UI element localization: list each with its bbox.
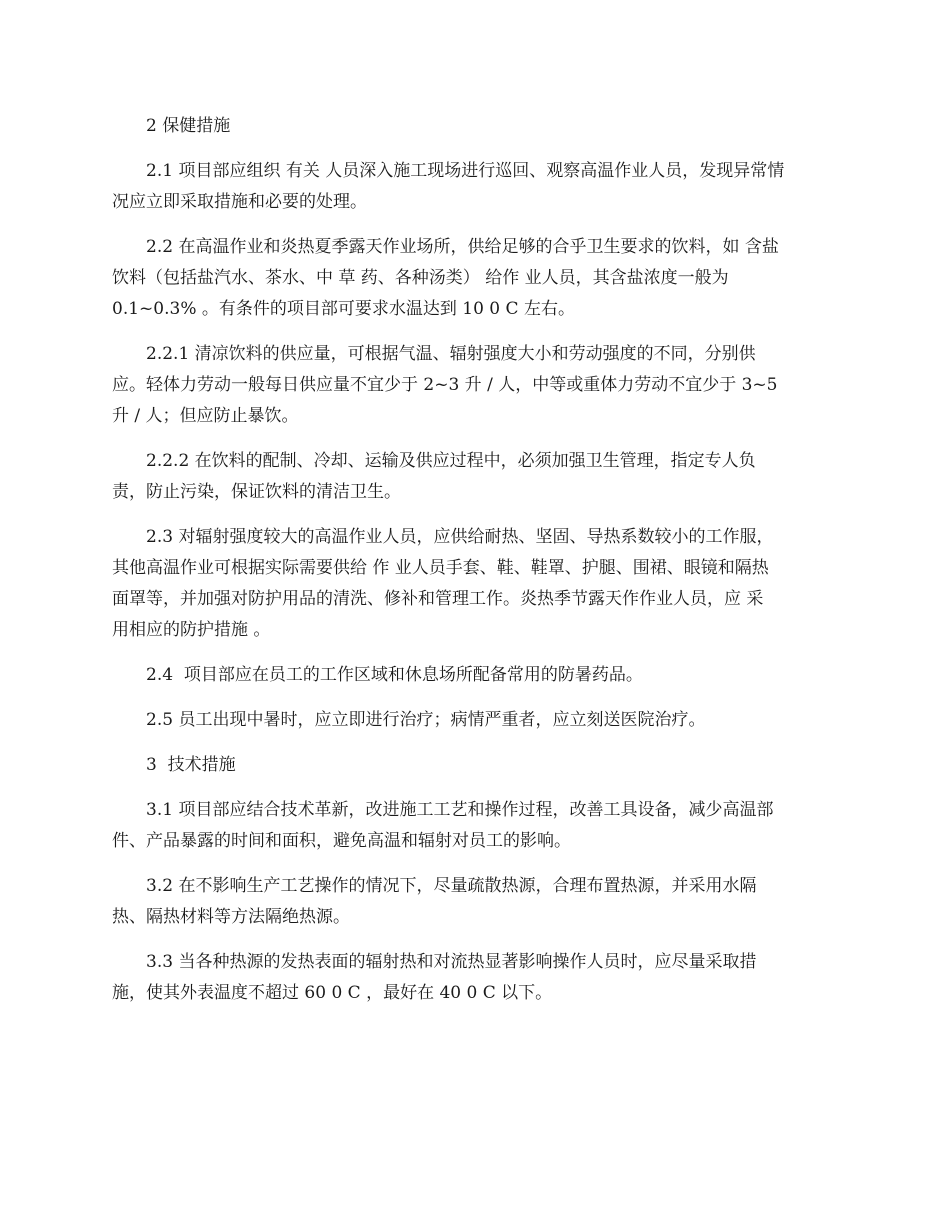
- text-line: 2 保健措施: [146, 116, 231, 136]
- document-body: [112, 111, 840, 1023]
- text-line: 升 / 人；但应防止暴饮。: [112, 406, 299, 426]
- text-line: 施，使其外表温度不超过 60 0 C ，最好在 40 0 C 以下。: [112, 983, 553, 1003]
- text-line: 件、产品暴露的时间和面积，避免高温和辐射对员工的影响。: [112, 831, 571, 851]
- paragraph: [112, 446, 840, 508]
- text-line: 2.4 项目部应在员工的工作区域和休息场所配备常用的防暑药品。: [146, 665, 643, 685]
- text-line: 2.2.2 在饮料的配制、冷却、运输及供应过程中，必须加强卫生管理，指定专人负: [146, 451, 756, 471]
- paragraph: [112, 705, 840, 736]
- paragraph: [112, 232, 840, 325]
- text-line: 其他高温作业可根据实际需要供给 作 业人员手套、鞋、鞋罩、护腿、围裙、眼镜和隔热: [112, 558, 769, 578]
- text-line: 2.3 对辐射强度较大的高温作业人员，应供给耐热、坚固、导热系数较小的工作服，: [146, 527, 774, 547]
- section-heading: [112, 750, 840, 781]
- text-line: 2.5 员工出现中暑时，应立即进行治疗；病情严重者，应立刻送医院治疗。: [146, 710, 706, 730]
- text-line: 2.2 在高温作业和炎热夏季露天作业场所，供给足够的合乎卫生要求的饮料，如 含盐: [146, 237, 779, 257]
- text-line: 2.2.1 清凉饮料的供应量，可根据气温、辐射强度大小和劳动强度的不同，分别供: [146, 344, 756, 364]
- text-line: 况应立即采取措施和必要的处理。: [112, 192, 367, 212]
- text-line: 用相应的防护措施 。: [112, 620, 271, 640]
- paragraph: [112, 660, 840, 691]
- text-line: 应。轻体力劳动一般每日供应量不宜少于 2~3 升 / 人，中等或重体力劳动不宜少于 3~5: [112, 375, 778, 395]
- section-heading: [112, 111, 840, 142]
- text-line: 3.3 当各种热源的发热表面的辐射热和对流热显著影响操作人员时，应尽量采取措: [146, 952, 757, 972]
- paragraph: [112, 795, 840, 857]
- text-line: 0.1~0.3% 。有条件的项目部可要求水温达到 10 0 C 左右。: [112, 299, 575, 319]
- text-line: 面罩等，并加强对防护用品的清洗、修补和管理工作。炎热季节露天作作业人员，应 采: [112, 589, 764, 609]
- text-line: 责，防止污染，保证饮料的清洁卫生。: [112, 482, 401, 502]
- paragraph: [112, 156, 840, 218]
- text-line: 3.1 项目部应结合技术革新，改进施工工艺和操作过程，改善工具设备，减少高温部: [146, 800, 774, 820]
- text-line: 3.2 在不影响生产工艺操作的情况下，尽量疏散热源，合理布置热源，并采用水隔: [146, 876, 757, 896]
- text-line: 热、隔热材料等方法隔绝热源。: [112, 907, 350, 927]
- text-line: 2.1 项目部应组织 有关 人员深入施工现场进行巡回、观察高温作业人员，发现异常情: [146, 161, 785, 181]
- paragraph: [112, 871, 840, 933]
- text-line: 3 技术措施: [146, 755, 236, 775]
- paragraph: [112, 522, 840, 646]
- text-line: 饮料（包括盐汽水、茶水、中 草 药、各种汤类） 给作 业人员，其含盐浓度一般为: [112, 268, 729, 288]
- paragraph: [112, 947, 840, 1009]
- paragraph: [112, 339, 840, 432]
